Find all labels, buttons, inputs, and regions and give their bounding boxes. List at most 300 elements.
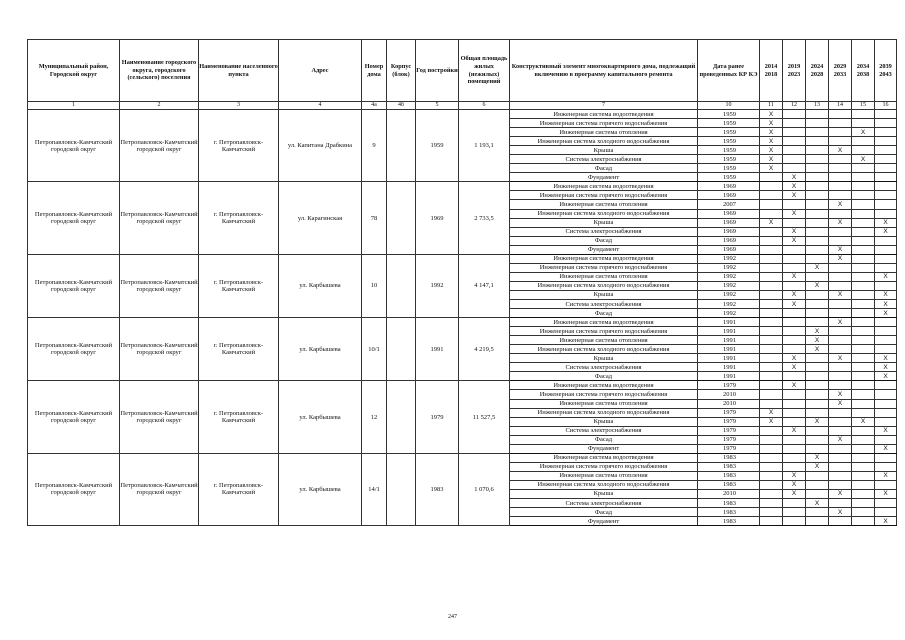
district-cell: Петропавловск-Камчатский городской округ bbox=[28, 453, 120, 525]
period-cell bbox=[852, 336, 875, 345]
period-cell: X bbox=[760, 128, 783, 137]
period-cell bbox=[852, 137, 875, 146]
period-cell bbox=[783, 119, 806, 128]
period-cell bbox=[852, 290, 875, 299]
period-cell bbox=[852, 236, 875, 245]
table-row bbox=[28, 381, 897, 390]
capital-repair-table bbox=[27, 39, 897, 526]
repair-date-cell: 2007 bbox=[698, 200, 760, 209]
column-number: 11 bbox=[760, 102, 783, 110]
period-cell: X bbox=[829, 290, 852, 299]
element-name-cell: Крыша bbox=[510, 146, 698, 155]
period-cell bbox=[806, 372, 829, 381]
area-cell: 4 219,5 bbox=[459, 318, 510, 381]
period-cell bbox=[875, 119, 897, 128]
period-cell bbox=[875, 173, 897, 182]
element-name-cell: Фасад bbox=[510, 372, 698, 381]
period-cell: X bbox=[783, 489, 806, 498]
period-cell: X bbox=[829, 318, 852, 327]
header-cell: 2024 2028 bbox=[806, 40, 829, 102]
period-cell: X bbox=[875, 290, 897, 299]
repair-date-cell: 1959 bbox=[698, 146, 760, 155]
period-cell bbox=[806, 137, 829, 146]
period-cell bbox=[806, 254, 829, 263]
element-name-cell: Инженерная система водоотведения bbox=[510, 254, 698, 263]
period-cell bbox=[875, 146, 897, 155]
build-year-cell: 1991 bbox=[416, 318, 459, 381]
period-cell: X bbox=[783, 381, 806, 390]
period-cell bbox=[852, 462, 875, 471]
element-name-cell: Инженерная система отопления bbox=[510, 471, 698, 480]
element-name-cell: Система электроснабжения bbox=[510, 155, 698, 164]
period-cell bbox=[783, 390, 806, 399]
period-cell bbox=[783, 444, 806, 453]
period-cell: X bbox=[829, 354, 852, 363]
header-cell: Наименование городского округа, городского (сельского) поселения bbox=[120, 40, 199, 102]
period-cell bbox=[829, 372, 852, 381]
period-cell bbox=[852, 372, 875, 381]
period-cell: X bbox=[875, 363, 897, 372]
period-cell: X bbox=[783, 363, 806, 372]
period-cell bbox=[806, 363, 829, 372]
element-name-cell: Система электроснабжения bbox=[510, 499, 698, 508]
period-cell bbox=[852, 453, 875, 462]
period-cell bbox=[783, 462, 806, 471]
column-number-row bbox=[28, 102, 897, 110]
period-cell bbox=[806, 399, 829, 408]
element-name-cell: Фундамент bbox=[510, 173, 698, 182]
element-name-cell: Система электроснабжения bbox=[510, 426, 698, 435]
element-name-cell: Инженерная система водоотведения bbox=[510, 182, 698, 191]
locality-cell: г. Петропавловск-Камчатский bbox=[199, 318, 279, 381]
period-cell bbox=[852, 327, 875, 336]
repair-date-cell: 1979 bbox=[698, 444, 760, 453]
period-cell bbox=[829, 336, 852, 345]
element-name-cell: Фундамент bbox=[510, 245, 698, 254]
period-cell bbox=[852, 489, 875, 498]
build-year-cell: 1959 bbox=[416, 110, 459, 182]
repair-date-cell: 1979 bbox=[698, 417, 760, 426]
district-cell: Петропавловск-Камчатский городской округ bbox=[28, 254, 120, 317]
period-cell: X bbox=[806, 499, 829, 508]
column-number: 10 bbox=[698, 102, 760, 110]
period-cell bbox=[829, 155, 852, 164]
period-cell bbox=[852, 435, 875, 444]
period-cell: X bbox=[783, 272, 806, 281]
element-name-cell: Инженерная система отопления bbox=[510, 399, 698, 408]
house-number-cell: 9 bbox=[362, 110, 387, 182]
period-cell bbox=[852, 299, 875, 308]
period-cell bbox=[760, 272, 783, 281]
period-cell bbox=[783, 408, 806, 417]
repair-date-cell: 1991 bbox=[698, 318, 760, 327]
period-cell: X bbox=[875, 517, 897, 526]
page-number: 247 bbox=[448, 614, 457, 620]
repair-date-cell: 1992 bbox=[698, 299, 760, 308]
element-name-cell: Инженерная система водоотведения bbox=[510, 110, 698, 119]
period-cell: X bbox=[806, 281, 829, 290]
period-cell bbox=[875, 390, 897, 399]
period-cell: X bbox=[806, 417, 829, 426]
period-cell bbox=[760, 245, 783, 254]
element-name-cell: Инженерная система горячего водоснабжения bbox=[510, 119, 698, 128]
period-cell bbox=[829, 182, 852, 191]
period-cell bbox=[829, 462, 852, 471]
period-cell bbox=[875, 408, 897, 417]
period-cell bbox=[852, 363, 875, 372]
table-row bbox=[28, 110, 897, 119]
period-cell bbox=[783, 453, 806, 462]
period-cell bbox=[829, 499, 852, 508]
settlement-cell: Петропавловск-Камчатский городской округ bbox=[120, 381, 199, 453]
period-cell: X bbox=[760, 417, 783, 426]
header-cell: Дата ранее проведенных КР КЭ bbox=[698, 40, 760, 102]
period-cell: X bbox=[875, 372, 897, 381]
area-cell: 11 527,5 bbox=[459, 381, 510, 453]
period-cell bbox=[829, 263, 852, 272]
period-cell bbox=[760, 363, 783, 372]
build-year-cell: 1969 bbox=[416, 182, 459, 254]
period-cell: X bbox=[852, 417, 875, 426]
period-cell bbox=[806, 209, 829, 218]
period-cell bbox=[783, 200, 806, 209]
period-cell bbox=[760, 462, 783, 471]
element-name-cell: Инженерная система горячего водоснабжения bbox=[510, 390, 698, 399]
period-cell bbox=[852, 182, 875, 191]
period-cell: X bbox=[806, 327, 829, 336]
element-name-cell: Инженерная система холодного водоснабжения bbox=[510, 137, 698, 146]
column-number: 4 bbox=[279, 102, 362, 110]
period-cell bbox=[760, 263, 783, 272]
table-row bbox=[28, 318, 897, 327]
repair-date-cell: 1959 bbox=[698, 128, 760, 137]
header-cell: 2039 2043 bbox=[875, 40, 897, 102]
repair-date-cell: 1983 bbox=[698, 453, 760, 462]
build-year-cell: 1983 bbox=[416, 453, 459, 525]
period-cell bbox=[852, 390, 875, 399]
address-cell: ул. Карбышева bbox=[279, 453, 362, 525]
period-cell: X bbox=[829, 390, 852, 399]
period-cell bbox=[783, 435, 806, 444]
period-cell bbox=[829, 426, 852, 435]
repair-date-cell: 1992 bbox=[698, 254, 760, 263]
element-name-cell: Инженерная система водоотведения bbox=[510, 381, 698, 390]
period-cell bbox=[852, 218, 875, 227]
period-cell: X bbox=[875, 354, 897, 363]
period-cell bbox=[829, 444, 852, 453]
repair-date-cell: 1991 bbox=[698, 354, 760, 363]
period-cell: X bbox=[875, 471, 897, 480]
block-cell bbox=[387, 318, 416, 381]
repair-date-cell: 1979 bbox=[698, 426, 760, 435]
period-cell bbox=[852, 281, 875, 290]
area-cell: 4 147,1 bbox=[459, 254, 510, 317]
period-cell: X bbox=[783, 290, 806, 299]
period-cell bbox=[829, 480, 852, 489]
period-cell bbox=[875, 336, 897, 345]
period-cell bbox=[875, 381, 897, 390]
period-cell bbox=[852, 471, 875, 480]
period-cell bbox=[852, 381, 875, 390]
house-number-cell: 78 bbox=[362, 182, 387, 254]
period-cell: X bbox=[760, 218, 783, 227]
period-cell bbox=[852, 444, 875, 453]
period-cell bbox=[829, 272, 852, 281]
element-name-cell: Система электроснабжения bbox=[510, 227, 698, 236]
element-name-cell: Фасад bbox=[510, 309, 698, 318]
repair-date-cell: 1969 bbox=[698, 191, 760, 200]
district-cell: Петропавловск-Камчатский городской округ bbox=[28, 110, 120, 182]
period-cell: X bbox=[783, 182, 806, 191]
table-row bbox=[28, 182, 897, 191]
period-cell bbox=[806, 517, 829, 526]
period-cell bbox=[875, 318, 897, 327]
period-cell: X bbox=[829, 200, 852, 209]
period-cell: X bbox=[783, 227, 806, 236]
header-cell: Номер дома bbox=[362, 40, 387, 102]
period-cell bbox=[875, 182, 897, 191]
period-cell bbox=[875, 137, 897, 146]
period-cell bbox=[806, 227, 829, 236]
period-cell: X bbox=[829, 508, 852, 517]
repair-date-cell: 1992 bbox=[698, 272, 760, 281]
element-name-cell: Инженерная система водоотведения bbox=[510, 318, 698, 327]
period-cell bbox=[829, 110, 852, 119]
repair-date-cell: 2010 bbox=[698, 489, 760, 498]
period-cell bbox=[783, 309, 806, 318]
period-cell bbox=[783, 345, 806, 354]
period-cell bbox=[783, 318, 806, 327]
column-number: 16 bbox=[875, 102, 897, 110]
period-cell: X bbox=[829, 399, 852, 408]
period-cell bbox=[875, 453, 897, 462]
header-cell: 2029 2033 bbox=[829, 40, 852, 102]
period-cell bbox=[783, 110, 806, 119]
column-number: 1 bbox=[28, 102, 120, 110]
period-cell bbox=[852, 517, 875, 526]
period-cell bbox=[760, 318, 783, 327]
period-cell: X bbox=[760, 137, 783, 146]
period-cell bbox=[760, 489, 783, 498]
house-number-cell: 14/1 bbox=[362, 453, 387, 525]
period-cell bbox=[829, 164, 852, 173]
period-cell bbox=[760, 508, 783, 517]
period-cell bbox=[760, 173, 783, 182]
period-cell bbox=[875, 155, 897, 164]
period-cell bbox=[760, 336, 783, 345]
element-name-cell: Фасад bbox=[510, 435, 698, 444]
column-number: 7 bbox=[510, 102, 698, 110]
column-number: 5 bbox=[416, 102, 459, 110]
period-cell bbox=[760, 444, 783, 453]
period-cell bbox=[760, 327, 783, 336]
period-cell: X bbox=[783, 426, 806, 435]
repair-date-cell: 2010 bbox=[698, 399, 760, 408]
period-cell bbox=[760, 290, 783, 299]
element-name-cell: Фасад bbox=[510, 164, 698, 173]
period-cell: X bbox=[783, 173, 806, 182]
locality-cell: г. Петропавловск-Камчатский bbox=[199, 453, 279, 525]
table-row bbox=[28, 453, 897, 462]
period-cell bbox=[852, 164, 875, 173]
period-cell bbox=[806, 236, 829, 245]
period-cell: X bbox=[783, 471, 806, 480]
repair-date-cell: 1979 bbox=[698, 408, 760, 417]
repair-date-cell: 1959 bbox=[698, 155, 760, 164]
period-cell bbox=[806, 508, 829, 517]
address-cell: ул. Карбышева bbox=[279, 381, 362, 453]
period-cell bbox=[875, 236, 897, 245]
period-cell bbox=[829, 408, 852, 417]
element-name-cell: Инженерная система горячего водоснабжения bbox=[510, 462, 698, 471]
address-cell: ул. Карагинская bbox=[279, 182, 362, 254]
period-cell: X bbox=[875, 227, 897, 236]
period-cell bbox=[852, 146, 875, 155]
period-cell: X bbox=[783, 480, 806, 489]
house-number-cell: 10/1 bbox=[362, 318, 387, 381]
period-cell bbox=[806, 110, 829, 119]
period-cell: X bbox=[875, 444, 897, 453]
period-cell bbox=[875, 345, 897, 354]
period-cell bbox=[852, 508, 875, 517]
element-name-cell: Крыша bbox=[510, 489, 698, 498]
period-cell: X bbox=[806, 462, 829, 471]
repair-date-cell: 1969 bbox=[698, 245, 760, 254]
repair-date-cell: 1959 bbox=[698, 110, 760, 119]
period-cell bbox=[852, 480, 875, 489]
repair-date-cell: 1969 bbox=[698, 182, 760, 191]
period-cell bbox=[806, 272, 829, 281]
period-cell bbox=[852, 191, 875, 200]
period-cell bbox=[783, 517, 806, 526]
period-cell bbox=[852, 426, 875, 435]
house-number-cell: 12 bbox=[362, 381, 387, 453]
period-cell bbox=[852, 272, 875, 281]
period-cell bbox=[760, 471, 783, 480]
period-cell bbox=[783, 245, 806, 254]
period-cell bbox=[875, 281, 897, 290]
locality-cell: г. Петропавловск-Камчатский bbox=[199, 254, 279, 317]
period-cell bbox=[760, 200, 783, 209]
period-cell bbox=[852, 399, 875, 408]
period-cell bbox=[852, 245, 875, 254]
period-cell: X bbox=[783, 236, 806, 245]
element-name-cell: Инженерная система отопления bbox=[510, 200, 698, 209]
period-cell bbox=[760, 381, 783, 390]
period-cell bbox=[852, 354, 875, 363]
period-cell: X bbox=[783, 354, 806, 363]
period-cell bbox=[852, 119, 875, 128]
period-cell bbox=[829, 453, 852, 462]
settlement-cell: Петропавловск-Камчатский городской округ bbox=[120, 110, 199, 182]
period-cell bbox=[829, 191, 852, 200]
period-cell bbox=[875, 164, 897, 173]
period-cell bbox=[875, 245, 897, 254]
period-cell bbox=[760, 480, 783, 489]
column-number: 3 bbox=[199, 102, 279, 110]
period-cell bbox=[760, 426, 783, 435]
locality-cell: г. Петропавловск-Камчатский bbox=[199, 182, 279, 254]
period-cell bbox=[806, 182, 829, 191]
element-name-cell: Система электроснабжения bbox=[510, 363, 698, 372]
element-name-cell: Инженерная система горячего водоснабжения bbox=[510, 327, 698, 336]
header-cell: 2034 2038 bbox=[852, 40, 875, 102]
period-cell bbox=[806, 390, 829, 399]
period-cell: X bbox=[829, 146, 852, 155]
period-cell bbox=[783, 164, 806, 173]
period-cell bbox=[806, 173, 829, 182]
period-cell bbox=[760, 499, 783, 508]
period-cell bbox=[852, 173, 875, 182]
period-cell: X bbox=[760, 408, 783, 417]
repair-date-cell: 1969 bbox=[698, 236, 760, 245]
repair-date-cell: 1979 bbox=[698, 381, 760, 390]
period-cell bbox=[829, 345, 852, 354]
element-name-cell: Инженерная система горячего водоснабжения bbox=[510, 263, 698, 272]
period-cell bbox=[852, 318, 875, 327]
period-cell: X bbox=[806, 453, 829, 462]
period-cell bbox=[852, 309, 875, 318]
area-cell: 1 193,1 bbox=[459, 110, 510, 182]
header-cell: Конструктивный элемент многоквартирного дома, подлежащий включению в программу капитального ремонта bbox=[510, 40, 698, 102]
header-cell: Муниципальный район, Городской округ bbox=[28, 40, 120, 102]
period-cell bbox=[852, 227, 875, 236]
period-cell bbox=[829, 417, 852, 426]
locality-cell: г. Петропавловск-Камчатский bbox=[199, 110, 279, 182]
repair-date-cell: 1983 bbox=[698, 480, 760, 489]
element-name-cell: Система электроснабжения bbox=[510, 299, 698, 308]
period-cell bbox=[760, 299, 783, 308]
district-cell: Петропавловск-Камчатский городской округ bbox=[28, 318, 120, 381]
block-cell bbox=[387, 182, 416, 254]
repair-date-cell: 1992 bbox=[698, 281, 760, 290]
period-cell bbox=[829, 363, 852, 372]
period-cell bbox=[760, 517, 783, 526]
repair-date-cell: 1983 bbox=[698, 517, 760, 526]
block-cell bbox=[387, 453, 416, 525]
element-name-cell: Инженерная система отопления bbox=[510, 336, 698, 345]
period-cell bbox=[760, 453, 783, 462]
header-row bbox=[28, 40, 897, 102]
period-cell bbox=[852, 110, 875, 119]
header-cell: Год постройки bbox=[416, 40, 459, 102]
block-cell bbox=[387, 110, 416, 182]
settlement-cell: Петропавловск-Камчатский городской округ bbox=[120, 453, 199, 525]
header-cell: Корпус (блок) bbox=[387, 40, 416, 102]
period-cell bbox=[760, 309, 783, 318]
period-cell: X bbox=[829, 245, 852, 254]
period-cell bbox=[806, 218, 829, 227]
element-name-cell: Фасад bbox=[510, 236, 698, 245]
period-cell bbox=[806, 354, 829, 363]
period-cell bbox=[875, 254, 897, 263]
header-cell: Адрес bbox=[279, 40, 362, 102]
repair-date-cell: 1969 bbox=[698, 227, 760, 236]
period-cell bbox=[829, 381, 852, 390]
house-number-cell: 10 bbox=[362, 254, 387, 317]
column-number: 15 bbox=[852, 102, 875, 110]
period-cell bbox=[760, 254, 783, 263]
period-cell: X bbox=[760, 110, 783, 119]
period-cell bbox=[783, 281, 806, 290]
element-name-cell: Крыша bbox=[510, 290, 698, 299]
repair-date-cell: 1959 bbox=[698, 137, 760, 146]
block-cell bbox=[387, 254, 416, 317]
element-name-cell: Инженерная система отопления bbox=[510, 128, 698, 137]
period-cell: X bbox=[829, 218, 852, 227]
area-cell: 1 070,6 bbox=[459, 453, 510, 525]
period-cell bbox=[783, 399, 806, 408]
